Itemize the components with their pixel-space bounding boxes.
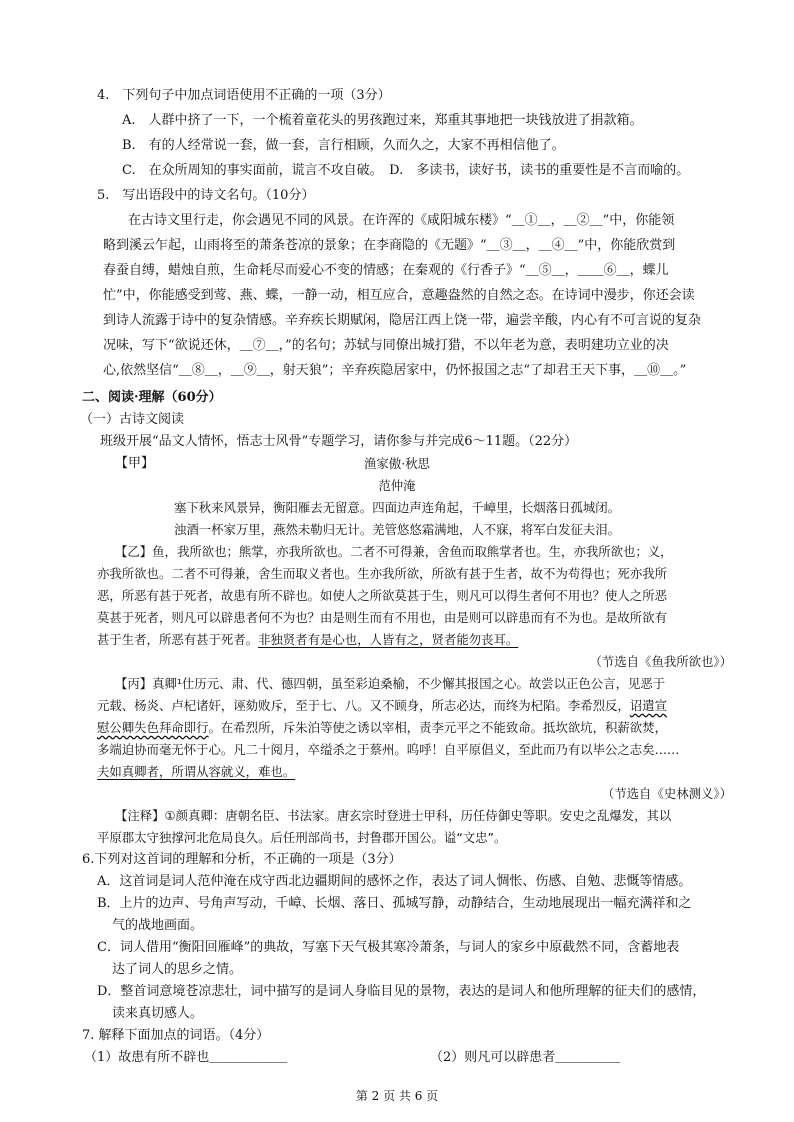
q5-line-6: 况味，写下“欲说还休，＿⑦＿，”的名句；苏轼与同僚出城打猎，不以年老为意，表明建功立业的决 xyxy=(103,338,669,353)
poem-line-1: 塞下秋来风景异，衡阳雁去无留意。四面边声连角起，千嶂里，长烟落日孤城闭。 xyxy=(173,500,621,515)
yi-line-1: 【乙】鱼，我所欲也；熊掌，亦我所欲也。二者不可得兼，舍鱼而取熊掌者也。生，亦我所欲也；义， xyxy=(115,544,673,559)
q5-line-4: 忙”中，你能感受到莺、燕、蝶，一静一动，相互应合，意趣盎然的自然之态。在诗词中漫步，你还会读 xyxy=(103,288,695,303)
bing-wavy-underline-1: 诏遣宣 xyxy=(629,698,667,713)
q5-line-1: 在古诗文里行走，你会遇见不同的风景。在许浑的《咸阳城东楼》“＿①＿，＿②＿”中，你能领 xyxy=(128,213,675,228)
q6-option-d-1: D．整首词意境苍凉悲壮，词中描写的是词人身临目见的景物，表达的是词人和他所理解的征夫们的感情， xyxy=(97,984,706,999)
subsection-title: （一）古诗文阅读 xyxy=(80,412,185,427)
yi-line-2: 亦我所欲也。二者不可得兼，舍生而取义者也。生亦我所欲，所欲有甚于生者，故不为苟得也；死亦我所 xyxy=(97,566,667,581)
q7-stem: 7. 解释下面加点的词语。（4分） xyxy=(82,1028,270,1043)
bing-line-1: 【丙】真卿¹仕历元、肃、代、德四朝，虽至彩迫桑榆，不少懈其报国之心。故尝以正色公言，见恶于 xyxy=(115,676,666,691)
q7-part-1: （1）故患有所不辟也＿＿＿＿＿＿ xyxy=(84,1050,288,1065)
q6-option-b-2: 气的战地画面。 xyxy=(112,918,204,933)
q4-option-cd: C. 在众所周知的事实面前，谎言不攻自破。 D. 多读书，读好书，读书的重要性是不言而喻的。 xyxy=(122,163,690,178)
bing-line-3 xyxy=(97,718,667,738)
q5-stem: 5. 写出语段中的诗文名句。（10分） xyxy=(97,188,315,203)
q5-line-5: 到诗人流露于诗中的复杂情感。辛弃疾长期赋闲，隐居江西上饶一带，遍尝辛酸，内心有不可言说的复杂 xyxy=(103,313,702,328)
yi-line-5 xyxy=(97,630,518,650)
bing-line-4: 多端迫协而毫无怀于心。凡二十阅月，卒缢杀之于蔡州。呜呼！自平原倡义，至此而乃有以毕公之志矣…… xyxy=(97,742,680,757)
q4-option-a: A. 人群中挤了一下，一个梳着童花头的男孩跑过来，郑重其事地把一块钱放进了捐款箱。 xyxy=(122,113,643,128)
bing-note-1: 【注释】①颜真卿：唐朝名臣、书法家。唐玄宗时登进士甲科，历任侍御史等职。安史之乱爆发，其以 xyxy=(115,808,672,823)
q6-option-d-2: 读来真切感人。 xyxy=(112,1006,204,1021)
q6-stem: 6.下列对这首词的理解和分析，不正确的一项是（3分） xyxy=(82,852,402,867)
q6-option-a: A．这首词是词人范仲淹在戍守西北边疆期间的感怀之作，表达了词人惆怅、伤感、自勉、悲慨等情感。 xyxy=(97,874,692,889)
bing-source: （节选自《史林测义》） xyxy=(601,786,732,801)
yi-line-4: 莫甚于死者，则凡可以辟患者何不为也？由是则生而有不用也，由是则可以辟患而有不为也。是故所欲有 xyxy=(97,610,667,625)
yi-line-3: 恶，所恶有甚于死者，故患有所不辟也。如使人之所欲莫甚于生，则凡可以得生者何不用也？使人之所恶 xyxy=(97,588,667,603)
q6-option-b-1: B．上片的边声、号角声写动，千嶂、长烟、落日、孤城写静，动静结合，生动地展现出一幅充满祥和之 xyxy=(97,896,692,911)
q5-line-2: 略到溪云乍起，山雨将至的萧条苍凉的景象；在李商隐的《无题》“＿③＿，＿④＿”中，你能欣赏到 xyxy=(103,238,676,253)
bing-line-2 xyxy=(97,696,667,716)
q6-option-c-1: C．词人借用“衡阳回雁峰”的典故，写塞下天气极其寒冷萧条，与词人的家乡中原截然不同，含蓄地表 xyxy=(97,940,680,955)
section-intro: 班级开展“品文人情怀，悟志士风骨”专题学习，请你参与并完成6～11题。（22分） xyxy=(100,434,578,449)
bing-line-5: 夫如真卿者，所谓从容就义，难也。 xyxy=(97,764,296,779)
page-footer: 第 2 页 共 6 页 xyxy=(355,1089,439,1103)
bing-line-3-text: 。在希烈所，斥朱泊等使之诱以宰相，责李元平之不能致命。抵坎欲坑，积薪欲焚， xyxy=(208,720,667,735)
poem-title: 渔家傲·秋思 xyxy=(364,456,430,471)
bing-wavy-underline-2: 慰公卿失色拜命即行 xyxy=(97,720,209,735)
section-title: 二、阅读·理解（60分） xyxy=(82,390,222,405)
q5-line-7: 心,依然坚信“＿⑧＿，＿⑨＿，射天狼”；辛弃疾隐居家中，仍怀报国之志“了却君王天下事，＿⑩＿。” xyxy=(103,363,687,378)
poem-author: 范仲淹 xyxy=(378,478,416,493)
q7-part-2: （2）则凡可以辟患者＿＿＿＿＿ xyxy=(430,1050,621,1065)
poem-line-2: 浊酒一杯家万里，燕然未勒归无计。羌管悠悠霜满地，人不寐，将军白发征夫泪。 xyxy=(173,522,621,537)
q6-option-c-2: 达了词人的思乡之情。 xyxy=(112,962,243,977)
jia-tag: 【甲】 xyxy=(115,456,155,471)
bing-note-2: 平原郡太守独撑河北危局良久。后任刑部尚书，封鲁郡开国公。谥“文忠”。 xyxy=(97,830,507,845)
bing-line-2-text: 元载、杨炎、卢杞诸奸，诬劾败斥，至于七、八。又不顾身，所志必达，而终为杞陷。李希烈反， xyxy=(97,698,630,713)
yi-source: （节选自《鱼我所欲也》） xyxy=(589,654,732,669)
q5-line-3: 春蚕自缚，蜡烛自煎，生命耗尽而爱心不变的情感；在秦观的《行香子》“＿⑤＿，＿＿⑥＿，蝶儿 xyxy=(103,263,669,278)
yi-underlined-sentence: 非独贤者有是心也，人皆有之，贤者能勿丧耳。 xyxy=(258,632,519,647)
yi-line-5-text: 甚于生者，所恶有甚于死者。 xyxy=(97,632,259,647)
q4-stem: 4. 下列句子中加点词语使用不正确的一项（3分） xyxy=(97,88,391,103)
q4-option-b: B. 有的人经常说一套，做一套，言行相顾，久而久之，大家不再相信他了。 xyxy=(122,138,565,153)
